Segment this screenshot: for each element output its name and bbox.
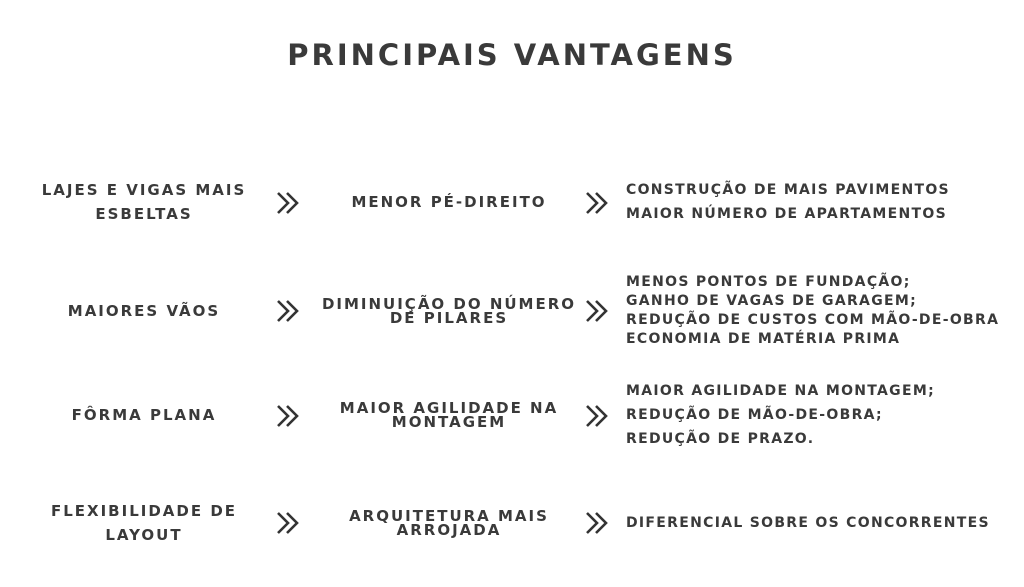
effect-line: MONTAGEM [391, 413, 507, 431]
advantage-row [0, 270, 1024, 352]
benefit-line: MENOS PONTOS DE FUNDAÇÃO; [626, 274, 911, 290]
benefit-line: MAIOR NÚMERO DE APARTAMENTOS [626, 206, 947, 222]
benefit-line: GANHO DE VAGAS DE GARAGEM; [626, 293, 917, 309]
double-chevron-right-icon [581, 400, 613, 432]
effect-line: ARROJADA [396, 521, 502, 539]
effect-line: MENOR PÉ-DIREITO [351, 193, 547, 211]
effect-cell [318, 178, 580, 226]
benefit-line: ECONOMIA DE MATÉRIA PRIMA [626, 331, 901, 347]
benefit-line: CONSTRUÇÃO DE MAIS PAVIMENTOS [626, 182, 950, 198]
advantage-line: MAIORES VÃOS [67, 302, 221, 320]
advantage-line: FLEXIBILIDADE DE [50, 502, 238, 520]
advantage-line: ESBELTAS [95, 205, 193, 223]
effect-line: MAIOR AGILIDADE NA [339, 399, 559, 417]
benefits-cell [626, 270, 1016, 352]
effect-line: DE PILARES [389, 309, 509, 327]
effect-line: DIMINUIÇÃO DO NÚMERO [321, 295, 577, 313]
advantage-cell [40, 270, 248, 352]
advantage-line: FÔRMA PLANA [71, 406, 217, 424]
benefit-line: MAIOR AGILIDADE NA MONTAGEM; [626, 383, 935, 399]
advantage-line: LAJES E VIGAS MAIS [41, 181, 247, 199]
double-chevron-right-icon [272, 400, 304, 432]
benefits-cell [626, 178, 1016, 226]
benefit-line: DIFERENCIAL SOBRE OS CONCORRENTES [626, 515, 990, 531]
double-chevron-right-icon [581, 187, 613, 219]
double-chevron-right-icon [272, 295, 304, 327]
advantage-row [0, 499, 1024, 547]
advantage-cell [40, 499, 248, 547]
benefit-line: REDUÇÃO DE CUSTOS COM MÃO-DE-OBRA [626, 312, 1000, 328]
benefit-line: REDUÇÃO DE PRAZO. [626, 431, 815, 447]
double-chevron-right-icon [272, 507, 304, 539]
double-chevron-right-icon [272, 187, 304, 219]
advantage-row [0, 379, 1024, 451]
advantage-line: LAYOUT [105, 526, 183, 544]
effect-line: ARQUITETURA MAIS [349, 507, 549, 525]
benefits-cell [626, 379, 1016, 451]
advantage-row [0, 178, 1024, 226]
advantage-cell [40, 178, 248, 226]
effect-cell [318, 379, 580, 451]
benefits-cell [626, 499, 1016, 547]
effect-cell [318, 270, 580, 352]
advantage-cell [40, 379, 248, 451]
page-title: PRINCIPAIS VANTAGENS [287, 38, 737, 72]
double-chevron-right-icon [581, 295, 613, 327]
effect-cell [318, 499, 580, 547]
benefit-line: REDUÇÃO DE MÃO-DE-OBRA; [626, 407, 883, 423]
double-chevron-right-icon [581, 507, 613, 539]
